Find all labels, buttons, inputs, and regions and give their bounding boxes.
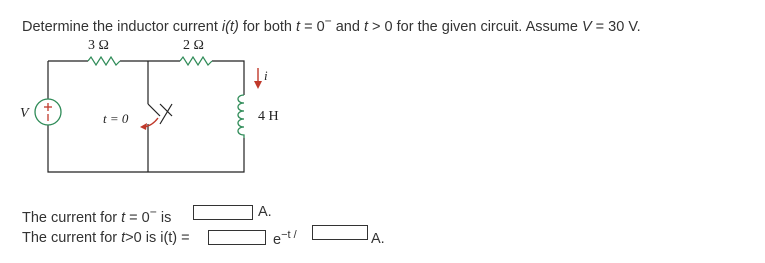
answer-text: The current for — [22, 209, 122, 226]
wire-left-bottom — [48, 125, 244, 172]
current-arrowhead-icon — [254, 81, 262, 89]
switch-label: t = 0 — [103, 111, 129, 126]
resistor-2ohm-label: 2 Ω — [183, 38, 204, 53]
current-label: i — [264, 68, 268, 83]
switch — [148, 104, 172, 124]
source-label: V — [20, 106, 29, 121]
exponential-base — [273, 229, 297, 248]
question-part: > 0 for the given circuit. Assume — [368, 18, 582, 35]
resistor-3ohm-label: 3 Ω — [88, 38, 109, 53]
time-variable: t — [121, 209, 126, 226]
wire-top-right — [212, 61, 244, 95]
superscript-minus: − — [324, 14, 332, 28]
answer-line-2 — [22, 230, 190, 246]
time-variable: t — [363, 18, 368, 35]
exp-power: −t / — [281, 229, 297, 241]
question-part: Determine the inductor current — [22, 18, 222, 35]
current-amplitude-input[interactable] — [208, 230, 266, 245]
resistor-3ohm — [88, 57, 120, 65]
inductor-label: 4 H — [258, 109, 279, 124]
time-variable: t — [296, 18, 301, 35]
current-t0-minus-input[interactable] — [193, 205, 253, 220]
question-part: and — [331, 18, 364, 35]
current-variable: i(t) — [221, 18, 239, 35]
voltage-source — [35, 99, 61, 125]
superscript-minus: − — [149, 205, 157, 219]
answer-text: >0 is i(t) = — [125, 230, 190, 246]
question-part: for both — [238, 18, 297, 35]
answer-line-1 — [22, 205, 171, 226]
question-part: = 0 — [300, 18, 325, 35]
resistor-2ohm — [180, 57, 212, 65]
question-part: = 30 V. — [591, 18, 641, 35]
answer-text: is — [156, 209, 172, 226]
time-constant-input[interactable] — [312, 225, 368, 240]
unit-a-1: A. — [258, 204, 272, 220]
time-variable: t — [121, 230, 126, 246]
inductor-coil — [238, 95, 244, 138]
voltage-variable: V — [581, 18, 592, 35]
switch-arrowhead-icon — [140, 123, 147, 130]
exp-e: e — [273, 231, 282, 248]
answer-text: The current for — [22, 230, 122, 246]
answer-text: = 0 — [125, 209, 150, 226]
unit-a-2: A. — [371, 231, 385, 247]
